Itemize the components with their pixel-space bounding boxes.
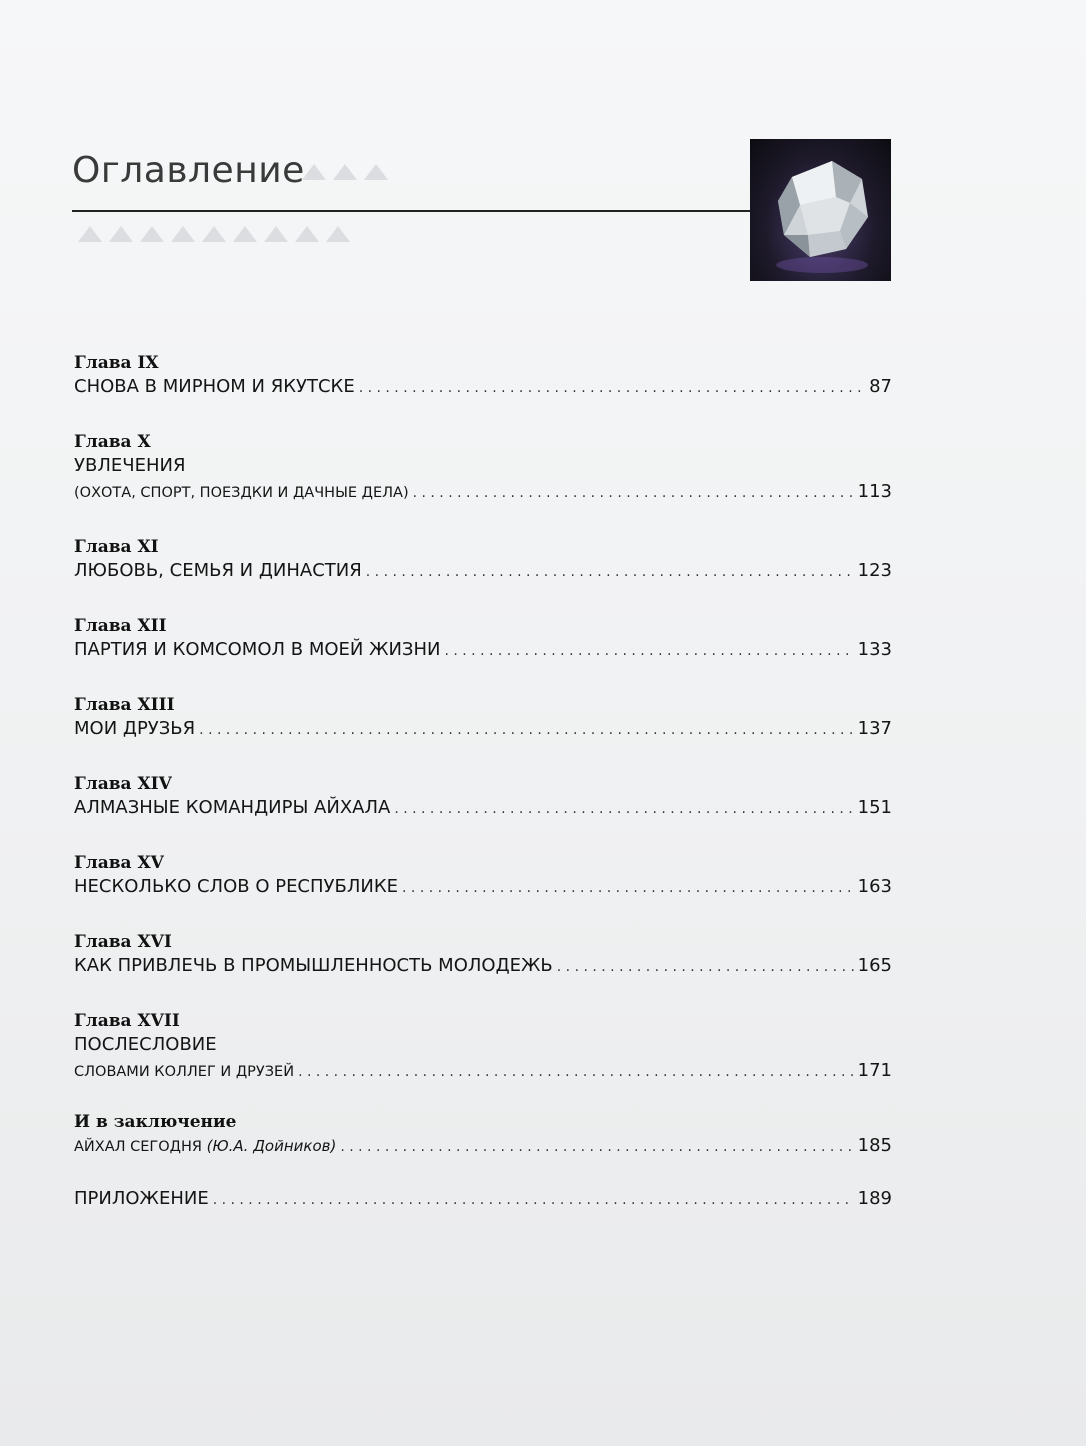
title-underline [72,210,750,212]
dot-leader [340,1134,853,1159]
page-number: 137 [857,718,892,739]
dot-leader [298,1059,854,1084]
chapter-title: МОИ ДРУЗЬЯ [74,718,196,739]
page-number: 123 [857,560,892,581]
conclusion-title: АЙХАЛ СЕГОДНЯ [74,1139,202,1155]
toc-line [74,1186,892,1212]
page-number: 163 [857,876,892,897]
chapter-label: Глава XVII [74,1011,180,1031]
toc-entry-chapter-13 [74,694,892,742]
chapter-title: СНОВА В МИРНОМ И ЯКУТСКЕ [74,376,355,397]
dot-leader [359,375,865,400]
chapter-title: НЕСКОЛЬКО СЛОВ О РЕСПУБЛИКЕ [74,876,399,897]
toc-entry-chapter-10 [74,431,892,505]
toc-entry-chapter-17 [74,1010,892,1084]
chapter-label: Глава IX [74,353,159,373]
chapter-label: И в заключение [74,1112,237,1132]
toc-line [74,716,892,742]
page-number: 171 [857,1060,892,1081]
chapter-label: Глава XI [74,537,159,557]
page-number: 87 [869,376,892,397]
chapter-label: Глава XII [74,616,167,636]
toc-line [74,953,892,979]
triangle-ornament-row [78,226,350,242]
chapter-label: Глава XIII [74,695,175,715]
dot-leader [444,638,853,663]
page-number: 185 [857,1135,892,1156]
chapter-label: Глава XIV [74,774,172,794]
toc-entry-chapter-9 [74,352,892,400]
chapter-label: Глава X [74,432,151,452]
page-title: Оглавление [72,150,305,191]
page-number: 133 [857,639,892,660]
toc-entry-chapter-15 [74,852,892,900]
toc-line [74,637,892,663]
toc-entry-chapter-12 [74,615,892,663]
toc-line [74,795,892,821]
toc-entry-appendix [74,1186,892,1212]
toc-entry-chapter-11 [74,536,892,584]
page-number: 113 [857,481,892,502]
dot-leader [394,796,853,821]
chapter-title: КАК ПРИВЛЕЧЬ В ПРОМЫШЛЕННОСТЬ МОЛОДЕЖЬ [74,955,553,976]
chapter-label: Глава XVI [74,932,172,952]
toc-entry-chapter-16 [74,931,892,979]
toc-line [74,1133,892,1159]
chapter-title: УВЛЕЧЕНИЯ [74,455,186,476]
dot-leader [557,954,854,979]
toc-line [74,874,892,900]
page-number: 165 [857,955,892,976]
chapter-title: ЛЮБОВЬ, СЕМЬЯ И ДИНАСТИЯ [74,560,362,581]
toc-entry-chapter-14 [74,773,892,821]
diamond-photo [750,139,891,281]
chapter-title [74,1133,336,1159]
toc-line [74,558,892,584]
chapter-title: ПРИЛОЖЕНИЕ [74,1188,209,1209]
toc-line [74,1058,892,1084]
title-triangle-ornament [302,164,388,180]
toc-line [74,374,892,400]
dot-leader [213,1187,854,1212]
table-of-contents [74,352,892,1212]
toc-line [74,479,892,505]
toc-entry-conclusion [74,1111,892,1159]
chapter-subtitle: СЛОВАМИ КОЛЛЕГ И ДРУЗЕЙ [74,1064,295,1080]
dot-leader [413,480,854,505]
dot-leader [199,717,853,742]
conclusion-author: (Ю.А. Дойников) [206,1137,337,1155]
chapter-label: Глава XV [74,853,164,873]
chapter-title: ПАРТИЯ И КОМСОМОЛ В МОЕЙ ЖИЗНИ [74,639,441,660]
dot-leader [366,559,854,584]
chapter-title: АЛМАЗНЫЕ КОМАНДИРЫ АЙХАЛА [74,797,391,818]
page-number: 189 [857,1188,892,1209]
chapter-title: ПОСЛЕСЛОВИЕ [74,1034,217,1055]
page-number: 151 [857,797,892,818]
dot-leader [402,875,854,900]
chapter-subtitle: (ОХОТА, СПОРТ, ПОЕЗДКИ И ДАЧНЫЕ ДЕЛА) [74,485,409,501]
